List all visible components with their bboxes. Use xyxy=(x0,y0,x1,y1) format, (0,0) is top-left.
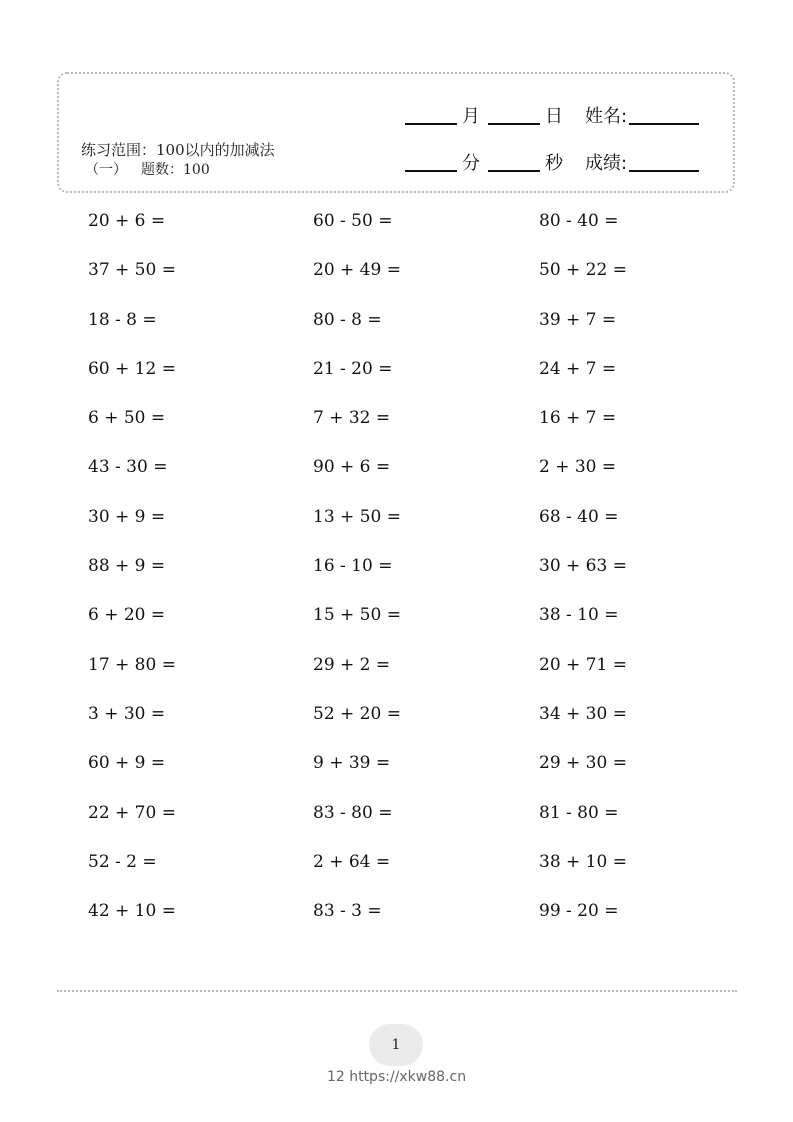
question-count: 题数：100 xyxy=(141,162,210,178)
problem-item: 60 - 50 = xyxy=(313,211,393,231)
problem-item: 20 + 71 = xyxy=(539,654,627,675)
problem-item: 3 + 30 = xyxy=(88,703,166,724)
problem-item: 52 - 2 = xyxy=(88,851,157,872)
problem-item: 34 + 30 = xyxy=(539,703,627,724)
time-score-row xyxy=(405,149,699,175)
problem-item: 21 - 20 = xyxy=(313,358,393,379)
practice-range xyxy=(81,140,275,180)
problem-item: 30 + 9 = xyxy=(88,506,166,527)
problem-item: 90 + 6 = xyxy=(313,457,391,478)
second-blank[interactable] xyxy=(488,154,540,172)
problem-item: 9 + 39 = xyxy=(313,753,391,774)
problem-item: 38 + 10 = xyxy=(539,851,627,872)
problem-item: 24 + 7 = xyxy=(539,358,617,379)
problem-item: 80 - 40 = xyxy=(539,211,619,231)
problem-item: 60 + 12 = xyxy=(88,358,176,379)
problem-item: 20 + 49 = xyxy=(313,260,401,281)
problem-item: 37 + 50 = xyxy=(88,260,176,281)
problem-item: 6 + 20 = xyxy=(88,605,166,626)
problem-item: 13 + 50 = xyxy=(313,506,401,527)
minute-blank[interactable] xyxy=(405,154,457,172)
problem-item: 30 + 63 = xyxy=(539,556,627,577)
problem-item: 16 - 10 = xyxy=(313,556,393,577)
day-blank[interactable] xyxy=(488,107,540,125)
score-blank[interactable] xyxy=(629,154,699,172)
problem-grid xyxy=(88,208,748,947)
problem-item: 80 - 8 = xyxy=(313,309,382,330)
problem-item: 15 + 50 = xyxy=(313,605,401,626)
problem-item: 20 + 6 = xyxy=(88,211,166,231)
problem-item: 60 + 9 = xyxy=(88,753,166,774)
score-label: 成绩: xyxy=(585,153,628,174)
problem-item: 29 + 2 = xyxy=(313,654,391,675)
problem-item: 83 - 3 = xyxy=(313,901,382,922)
month-blank[interactable] xyxy=(405,107,457,125)
problem-item: 83 - 80 = xyxy=(313,802,393,823)
footer-watermark: 12 https://xkw88.cn xyxy=(326,1069,467,1085)
problem-item: 38 - 10 = xyxy=(539,605,619,626)
minute-label: 分 xyxy=(462,153,480,174)
month-label: 月 xyxy=(462,106,480,127)
problem-item: 99 - 20 = xyxy=(539,901,619,922)
problem-item: 2 + 30 = xyxy=(539,457,617,478)
problem-item: 43 - 30 = xyxy=(88,457,168,478)
page-divider xyxy=(57,990,737,992)
problem-item: 81 - 80 = xyxy=(539,802,619,823)
page-number: 1 xyxy=(369,1024,423,1066)
range-group: （一） xyxy=(85,162,127,178)
problem-item: 39 + 7 = xyxy=(539,309,617,330)
problem-item: 16 + 7 = xyxy=(539,408,617,429)
second-label: 秒 xyxy=(545,153,563,174)
problem-item: 18 - 8 = xyxy=(88,309,157,330)
date-name-row xyxy=(405,102,699,128)
worksheet-header xyxy=(57,72,735,193)
problem-item: 50 + 22 = xyxy=(539,260,627,281)
range-line: 练习范围：100以内的加减法 xyxy=(81,141,275,159)
name-label: 姓名: xyxy=(585,106,628,127)
problem-item: 17 + 80 = xyxy=(88,654,176,675)
problem-item: 6 + 50 = xyxy=(88,408,166,429)
problem-item: 52 + 20 = xyxy=(313,703,401,724)
day-label: 日 xyxy=(545,106,563,127)
name-blank[interactable] xyxy=(629,107,699,125)
problem-item: 29 + 30 = xyxy=(539,753,627,774)
problem-item: 42 + 10 = xyxy=(88,901,176,922)
problem-item: 2 + 64 = xyxy=(313,851,391,872)
problem-item: 88 + 9 = xyxy=(88,556,166,577)
problem-item: 7 + 32 = xyxy=(313,408,391,429)
problem-item: 68 - 40 = xyxy=(539,506,619,527)
problem-item: 22 + 70 = xyxy=(88,802,176,823)
